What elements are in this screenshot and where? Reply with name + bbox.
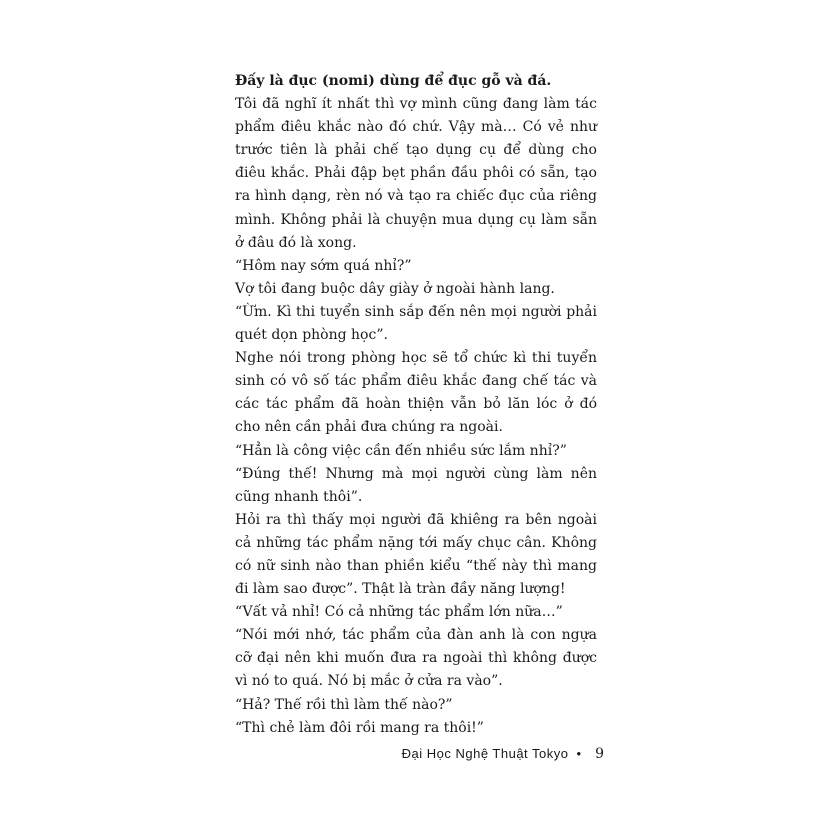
paragraph: “Vất vả nhỉ! Có cả những tác phẩm lớn nữa…” (235, 604, 563, 621)
page-footer (0, 746, 604, 762)
paragraph: “Thì chẻ làm đôi rồi mang ra thôi!” (235, 719, 484, 736)
paragraph: Tôi đã nghĩ ít nhất thì vợ mình cũng đang làm tác phẩm điêu khắc nào đó chứ. Vậy mà… Có vẻ như trước tiên là phải chế tạo dụng cụ để dùng cho điêu khắc. Phải đập bẹt phần đầu phôi có sẵn, tạo ra hình dạng, rèn nó và tạo ra chiếc đục của riêng mình. Không phải là chuyện mua dụng cụ làm sẵn ở đâu đó là xong. (235, 96, 597, 251)
paragraph: “Hẳn là công việc cần đến nhiều sức lắm nhỉ?” (235, 442, 567, 459)
paragraph: Hỏi ra thì thấy mọi người đã khiêng ra bên ngoài cả những tác phẩm nặng tới mấy chục cân. Không có nữ sinh nào than phiền kiểu “thế này thì mang đi làm sao được”. Thật là tràn đầy năng lượng! (235, 511, 597, 598)
paragraph: “Hả? Thế rồi thì làm thế nào?” (235, 696, 453, 713)
chapter-heading: Đấy là đục (nomi) dùng để đục gỗ và đá. (235, 73, 552, 89)
running-book-title: Đại Học Nghệ Thuật Tokyo (401, 746, 569, 761)
page-body-text (235, 70, 597, 740)
paragraph: “Ừm. Kì thi tuyển sinh sắp đến nên mọi người phải quét dọn phòng học”. (235, 303, 597, 344)
paragraph: “Hôm nay sớm quá nhỉ?” (235, 257, 412, 274)
paragraph: “Đúng thế! Nhưng mà mọi người cùng làm nên cũng nhanh thôi”. (235, 465, 597, 505)
paragraph: Nghe nói trong phòng học sẽ tổ chức kì thi tuyển sinh có vô số tác phẩm điêu khắc đang chế tác và các tác phẩm đã hoàn thiện vẫn bỏ lăn lóc ở đó cho nên cần phải đưa chúng ra ngoài. (235, 350, 597, 436)
paragraph: Vợ tôi đang buộc dây giày ở ngoài hành lang. (235, 280, 555, 297)
footer-bullet: • (576, 746, 582, 761)
page-number: 9 (595, 746, 604, 762)
paragraph: “Nói mới nhớ, tác phẩm của đàn anh là con ngựa cỡ đại nên khi muốn đưa ra ngoài thì không được vì nó to quá. Nó bị mắc ở cửa ra vào”. (235, 627, 597, 690)
